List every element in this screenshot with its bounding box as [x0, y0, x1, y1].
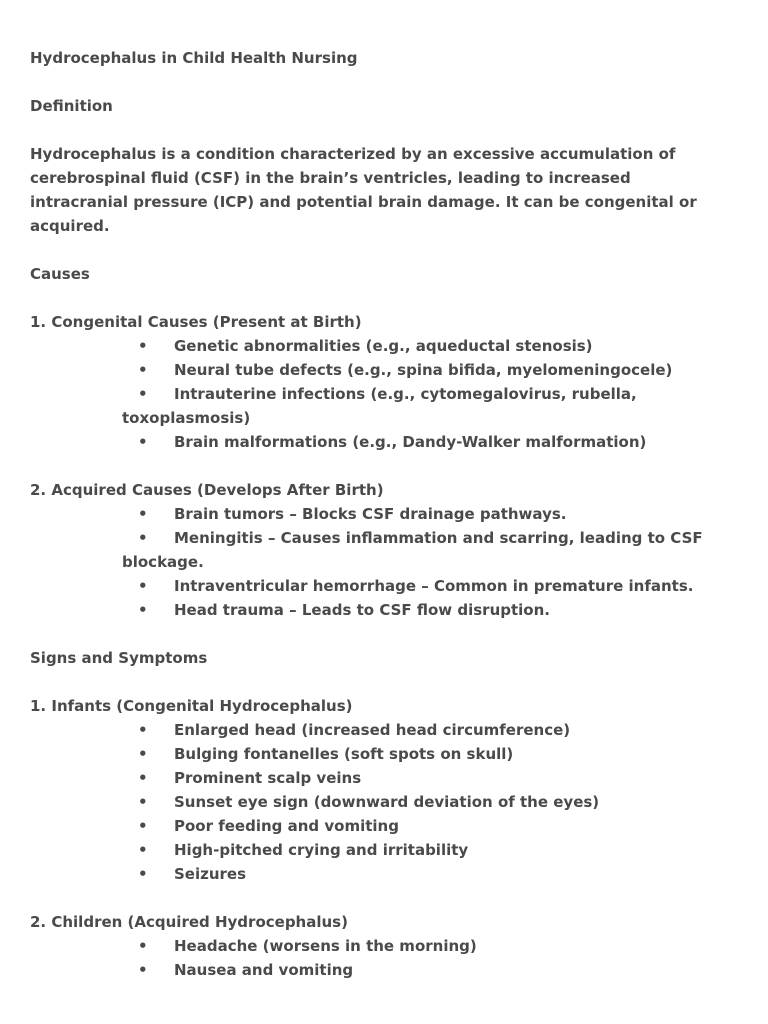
list-item — [30, 790, 710, 814]
bullet-icon: • — [138, 337, 148, 355]
list-item-text: Neural tube defects (e.g., spina bifida, myelomeningocele) — [174, 361, 673, 379]
list-item — [30, 718, 710, 742]
list-item-text: Enlarged head (increased head circumference) — [174, 721, 571, 739]
acquired-causes-list — [30, 502, 710, 622]
list-item — [30, 742, 710, 766]
bullet-icon: • — [138, 601, 148, 619]
list-item-text: High-pitched crying and irritability — [174, 841, 469, 859]
spacer — [30, 70, 710, 94]
list-item — [30, 334, 710, 358]
list-item-text: Brain malformations (e.g., Dandy-Walker malformation) — [174, 433, 647, 451]
acquired-causes-heading: 2. Acquired Causes (Develops After Birth) — [30, 481, 384, 499]
children-signs-list — [30, 934, 710, 982]
list-item — [30, 598, 710, 622]
bullet-icon: • — [138, 817, 148, 835]
list-item — [30, 862, 710, 886]
bullet-icon: • — [138, 793, 148, 811]
definition-text: Hydrocephalus is a condition characterized by an excessive accumulation of cerebrospinal fluid (CSF) in the brain’s ventricles, leading to increased intracranial pressure (ICP) and potential brain damage. It can be congenital or acquired. — [30, 145, 697, 235]
bullet-icon: • — [138, 745, 148, 763]
spacer — [30, 238, 710, 262]
list-item — [30, 766, 710, 790]
list-item — [30, 430, 710, 454]
list-item — [30, 358, 710, 382]
bullet-icon: • — [138, 385, 148, 403]
causes-heading: Causes — [30, 265, 90, 283]
list-item-text: Genetic abnormalities (e.g., aqueductal stenosis) — [174, 337, 593, 355]
list-item-text: Bulging fontanelles (soft spots on skull) — [174, 745, 514, 763]
list-item-text: Seizures — [174, 865, 247, 883]
infants-signs-list — [30, 718, 710, 886]
spacer — [30, 622, 710, 646]
list-item — [30, 526, 710, 574]
list-item-text: Poor feeding and vomiting — [174, 817, 399, 835]
list-item-text: Sunset eye sign (downward deviation of the eyes) — [174, 793, 600, 811]
list-item — [30, 934, 710, 958]
list-item — [30, 382, 710, 430]
congenital-causes-heading: 1. Congenital Causes (Present at Birth) — [30, 313, 362, 331]
bullet-icon: • — [138, 505, 148, 523]
bullet-icon: • — [138, 841, 148, 859]
bullet-icon: • — [138, 721, 148, 739]
list-item-text: Headache (worsens in the morning) — [174, 937, 477, 955]
bullet-icon: • — [138, 865, 148, 883]
list-item-text: Intraventricular hemorrhage – Common in premature infants. — [174, 577, 694, 595]
congenital-causes-list — [30, 334, 710, 454]
spacer — [30, 886, 710, 910]
children-heading: 2. Children (Acquired Hydrocephalus) — [30, 913, 348, 931]
bullet-icon: • — [138, 433, 148, 451]
bullet-icon: • — [138, 937, 148, 955]
bullet-icon: • — [138, 961, 148, 979]
signs-heading: Signs and Symptoms — [30, 649, 208, 667]
list-item-text: Brain tumors – Blocks CSF drainage pathways. — [174, 505, 567, 523]
spacer — [30, 286, 710, 310]
bullet-icon: • — [138, 529, 148, 547]
spacer — [30, 454, 710, 478]
bullet-icon: • — [138, 769, 148, 787]
spacer — [30, 670, 710, 694]
spacer — [30, 118, 710, 142]
list-item-text: Prominent scalp veins — [174, 769, 362, 787]
list-item-text: Meningitis – Causes inflammation and scarring, leading to CSF blockage. — [122, 529, 703, 571]
document-body — [30, 46, 710, 982]
list-item — [30, 958, 710, 982]
list-item-text: Head trauma – Leads to CSF flow disruption. — [174, 601, 550, 619]
bullet-icon: • — [138, 361, 148, 379]
list-item-text: Nausea and vomiting — [174, 961, 354, 979]
list-item — [30, 814, 710, 838]
list-item — [30, 574, 710, 598]
list-item — [30, 502, 710, 526]
list-item — [30, 838, 710, 862]
infants-heading: 1. Infants (Congenital Hydrocephalus) — [30, 697, 353, 715]
document-title: Hydrocephalus in Child Health Nursing — [30, 49, 358, 67]
list-item-text: Intrauterine infections (e.g., cytomegalovirus, rubella, toxoplasmosis) — [122, 385, 637, 427]
definition-heading: Definition — [30, 97, 113, 115]
bullet-icon: • — [138, 577, 148, 595]
